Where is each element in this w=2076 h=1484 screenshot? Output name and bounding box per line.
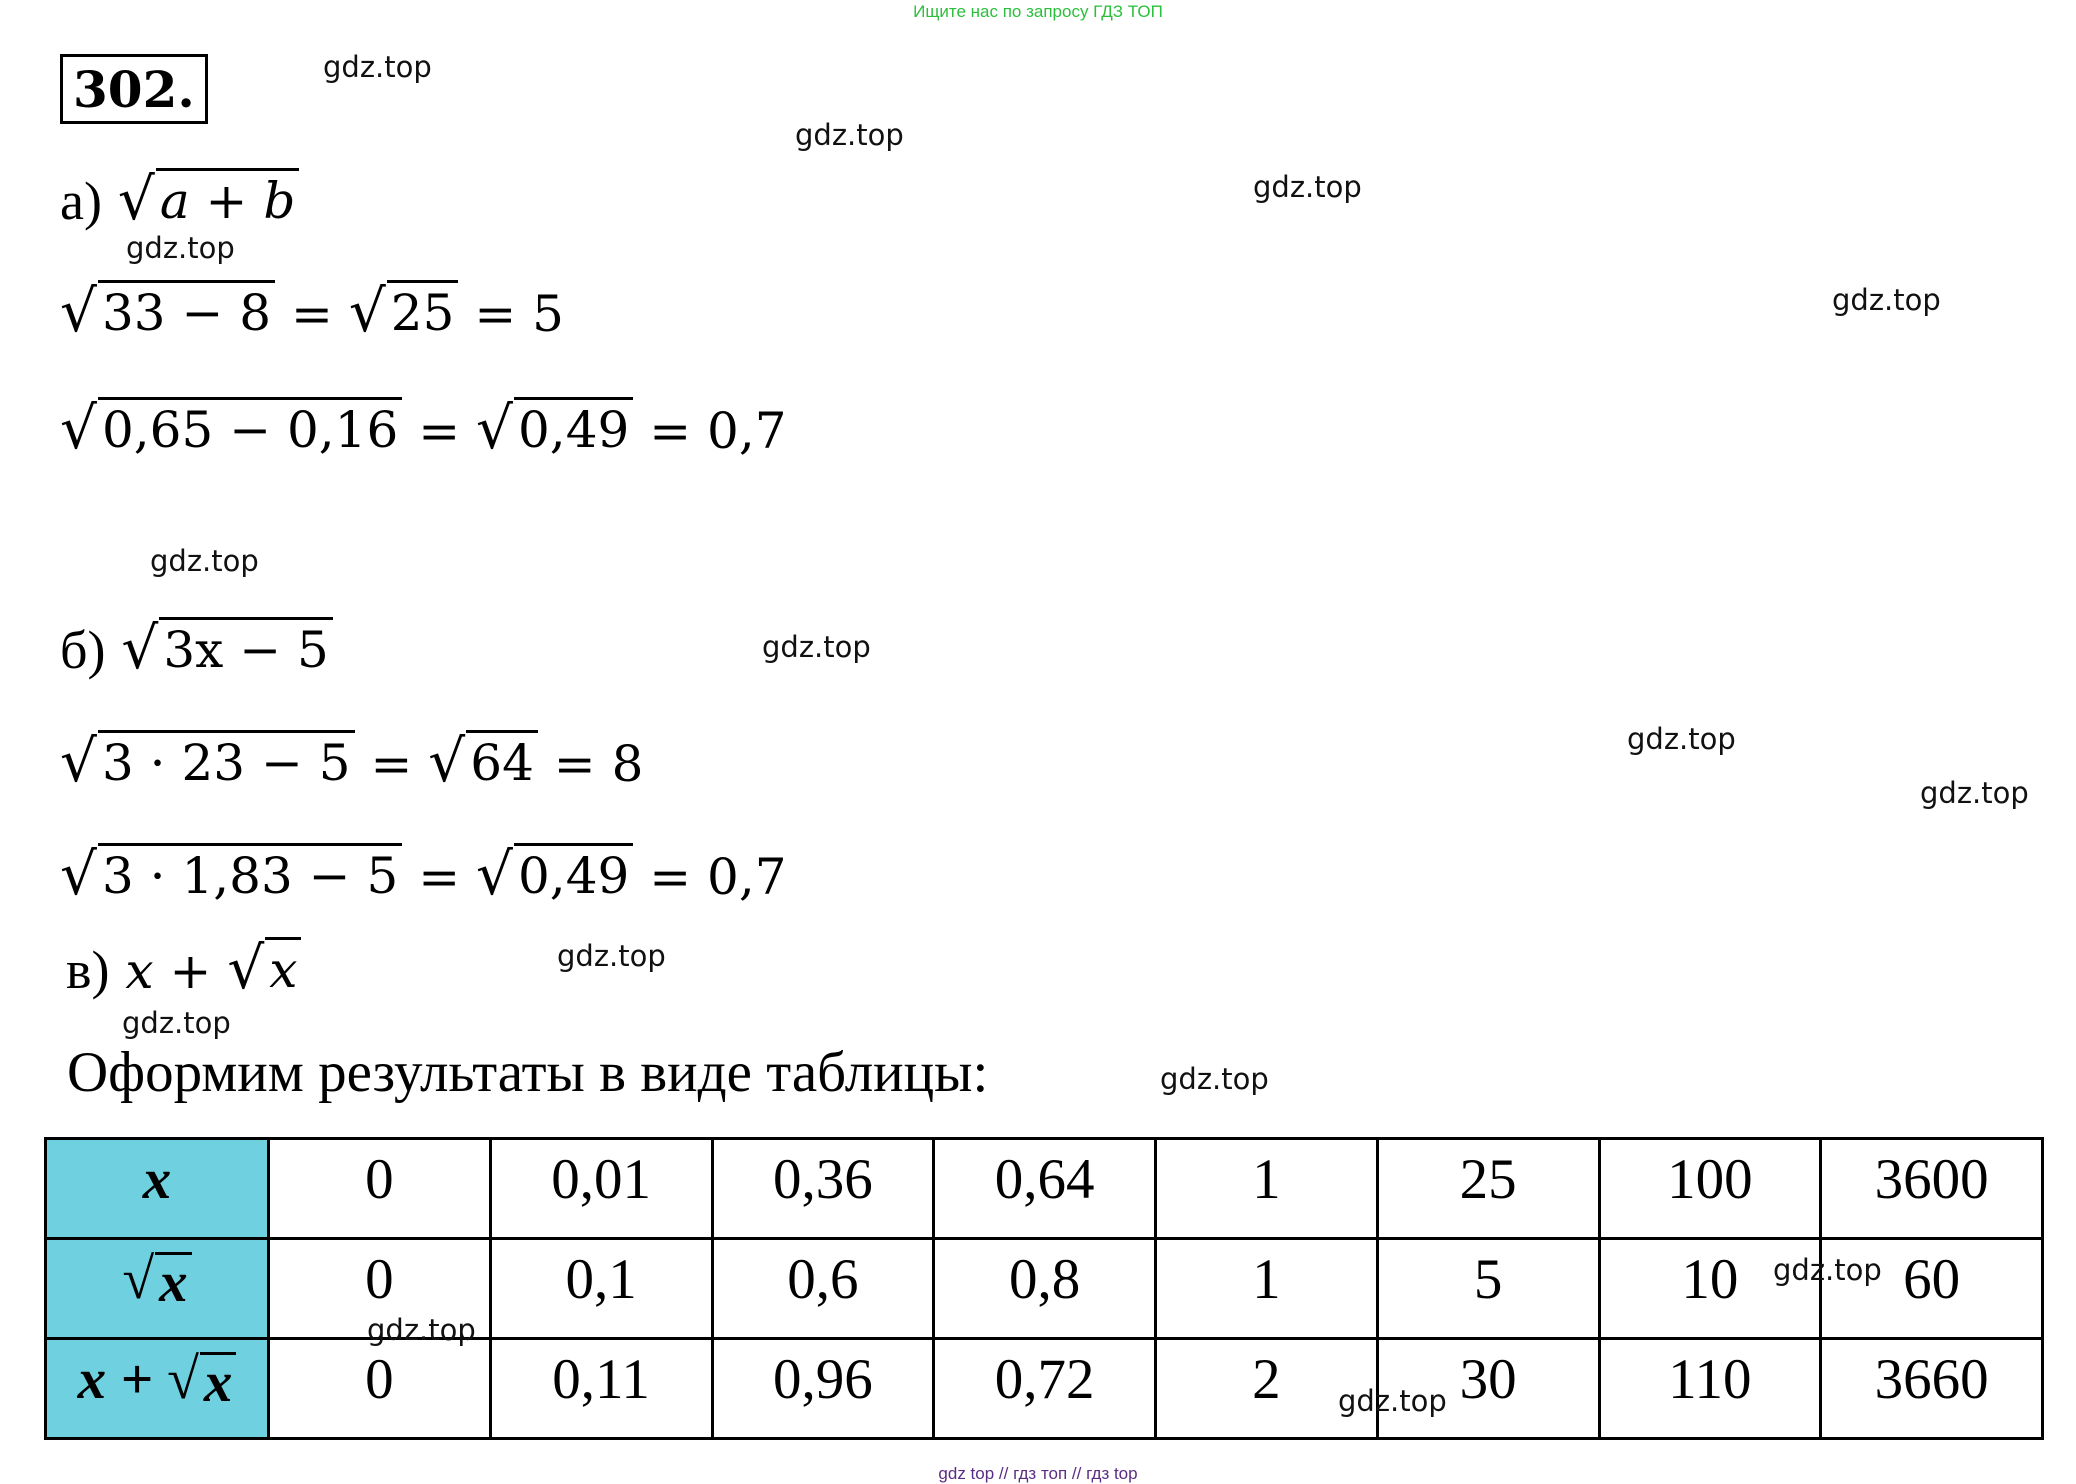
result: = 5 [474,285,564,343]
sqrt-expression: √ 0,49 [476,843,633,904]
table-cell: 25 [1377,1139,1599,1239]
row-header-sqrt-x [46,1239,269,1339]
sqrt-expression: √ a + b [118,168,299,229]
result: = 0,7 [649,402,787,460]
table-cell: 0,96 [712,1339,934,1439]
watermark: gdz.top [1338,1384,1447,1418]
sqrt-expression: √ x [227,937,301,998]
part-a-line-1 [60,277,564,345]
table-cell: 0,8 [934,1239,1156,1339]
table-cell: 2 [1156,1339,1378,1439]
row-header-x-plus-sqrt-x [46,1339,269,1439]
table-cell: 110 [1599,1339,1821,1439]
part-b-label: б) [60,620,106,680]
watermark: gdz.top [126,231,235,265]
table-cell: 3600 [1821,1139,2043,1239]
sqrt-expression: √ 64 [428,730,538,791]
radicand: 0,49 [514,843,633,904]
table-cell: 3660 [1821,1339,2043,1439]
problem-number: 302. [60,54,208,124]
watermark: gdz.top [795,118,904,152]
table-cell: 1 [1156,1239,1378,1339]
watermark: gdz.top [323,50,432,84]
radicand: x [155,1252,192,1309]
sqrt-expression: √ 33 − 8 [60,280,275,341]
table-caption: Оформим результаты в виде таблицы: [67,1041,989,1104]
sqrt-expression: √ 0,65 − 0,16 [60,397,402,458]
sqrt-expression: √ 3x − 5 [121,617,332,678]
part-b-heading [60,614,333,682]
table-cell: 1 [1156,1139,1378,1239]
part-c-heading [66,934,301,1002]
part-a-line-2 [60,394,787,462]
radicand: 0,49 [514,397,633,458]
watermark: gdz.top [150,544,259,578]
equals-sign: = [370,735,413,793]
radicand: 3x − 5 [159,617,333,678]
watermark: gdz.top [1920,776,2029,810]
plus-sign: + [169,942,212,1000]
sqrt-expression: √ x [167,1349,236,1409]
results-table [44,1137,2044,1440]
watermark: gdz.top [1160,1062,1269,1096]
sqrt-expression: √ 0,49 [476,397,633,458]
radicand: x [200,1352,237,1409]
table-cell: 0 [269,1139,491,1239]
part-b-line-1 [60,727,644,795]
sqrt-expression: √ 25 [349,280,459,341]
watermark: gdz.top [1253,170,1362,204]
watermark: gdz.top [1832,283,1941,317]
watermark: gdz.top [1627,722,1736,756]
sqrt-expression: √ 3 · 1,83 − 5 [60,843,402,904]
sqrt-expression: √ x [122,1249,191,1309]
part-b-line-2 [60,840,787,908]
watermark: gdz.top [122,1006,231,1040]
equals-sign: = [291,285,333,343]
table-row [46,1139,2043,1239]
table-cell: 5 [1377,1239,1599,1339]
table-cell: 0,64 [934,1139,1156,1239]
radicand: 0,65 − 0,16 [98,397,402,458]
equals-sign: = [418,402,461,460]
sqrt-expression: √ 3 · 23 − 5 [60,730,355,791]
table-cell: 30 [1377,1339,1599,1439]
table-cell: 60 [1821,1239,2043,1339]
radicand: 33 − 8 [98,280,275,341]
result: = 0,7 [649,848,787,906]
radicand: 3 · 23 − 5 [98,730,355,791]
equals-sign: = [418,848,461,906]
table-cell: 0 [269,1339,491,1439]
table-row [46,1339,2043,1439]
result: = 8 [553,735,644,793]
row-header-x: x [46,1139,269,1239]
radicand: a + b [156,168,300,229]
radicand: 3 · 1,83 − 5 [98,843,402,904]
variable-x: x [125,942,154,1000]
table-cell: 100 [1599,1139,1821,1239]
table-row [46,1239,2043,1339]
table-cell: 0,6 [712,1239,934,1339]
watermark: gdz.top [762,630,871,664]
footer-note: gdz top // гдз топ // гдз top [938,1464,1138,1483]
table-cell: 0,36 [712,1139,934,1239]
watermark: gdz.top [367,1313,476,1347]
row-header-prefix: x + [77,1348,153,1411]
table-cell: 10 [1599,1239,1821,1339]
table-cell: 0,1 [490,1239,712,1339]
part-a-label: а) [60,171,102,231]
part-c-label: в) [66,940,110,1000]
watermark: gdz.top [557,939,666,973]
radicand: 64 [466,730,538,791]
table-cell: 0,72 [934,1339,1156,1439]
watermark: gdz.top [1773,1253,1882,1287]
radicand: x [265,937,301,998]
table-cell: 0,11 [490,1339,712,1439]
header-note: Ищите нас по запросу ГДЗ ТОП [913,2,1163,21]
table-cell: 0,01 [490,1139,712,1239]
part-a-heading [60,165,299,233]
table-cell: 0 [269,1239,491,1339]
radicand: 25 [387,280,459,341]
